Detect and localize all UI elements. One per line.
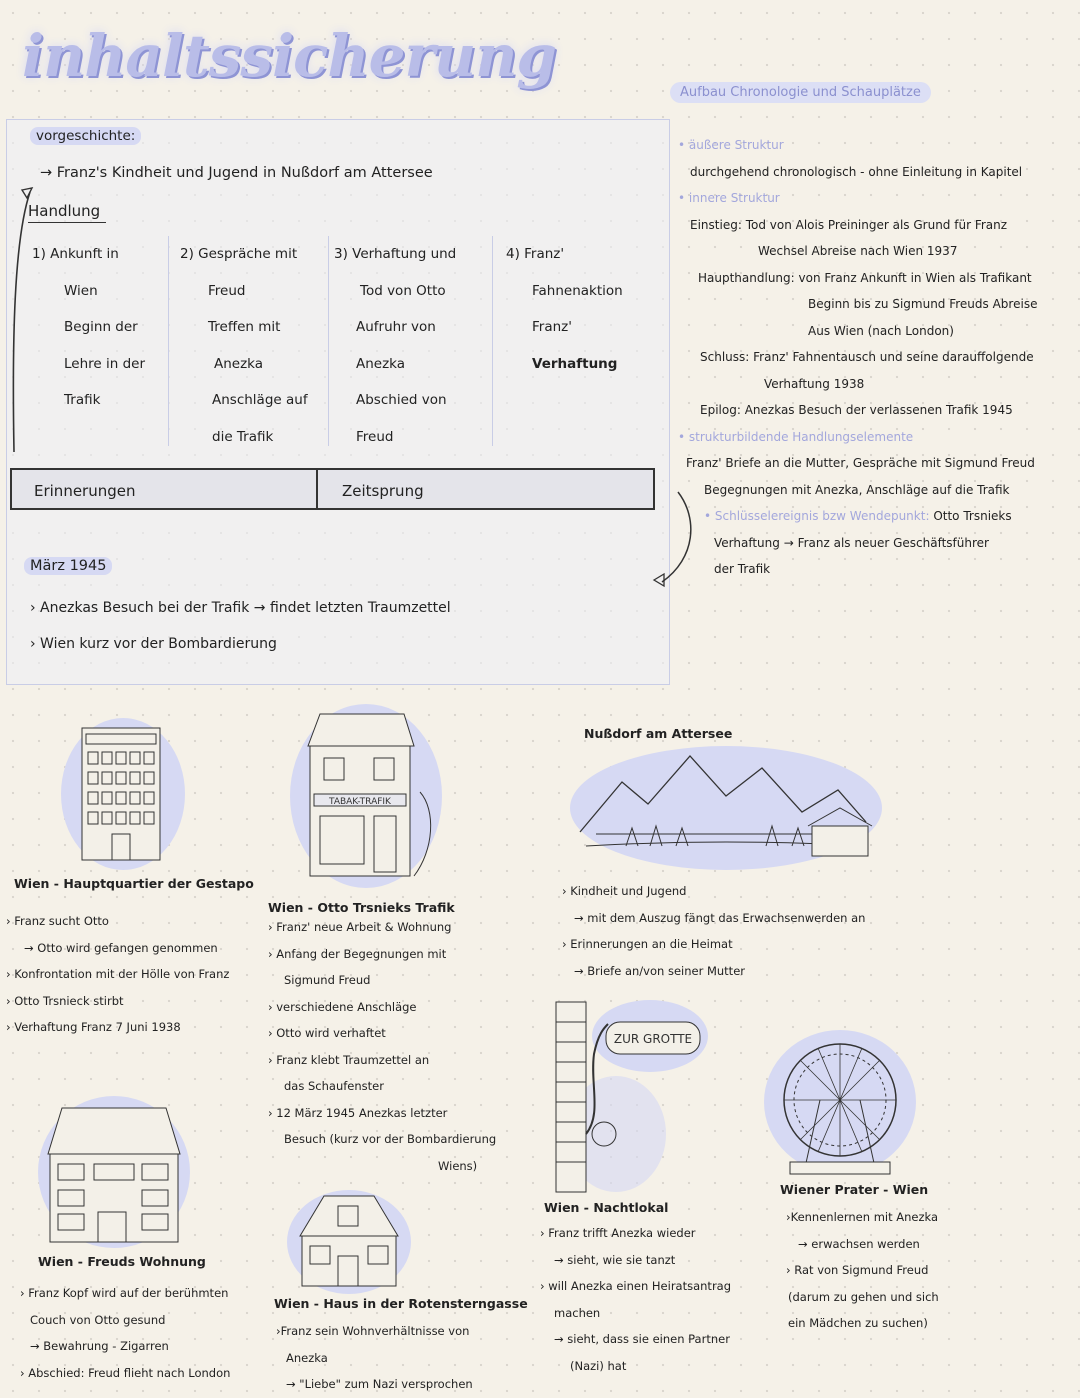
grotte-caption: Wien - Nachtlokal (544, 1200, 669, 1215)
prater-notes: ›Kennenlernen mit Anezka → erwachsen werden › Rat von Sigmund Freud (darum zu gehen und sich ein Mädchen zu suchen) (786, 1210, 939, 1330)
inner-structure-label: • innere Struktur (678, 191, 780, 205)
bar-zeitsprung: Zeitsprung (342, 482, 424, 500)
memory-bar (10, 468, 655, 510)
nussdorf-notes: › Kindheit und Jugend → mit dem Auszug fängt das Erwachsenwerden an › Erinnerungen an die Heimat → Briefe an/von seiner Mutter (562, 884, 866, 978)
rotensterngasse-notes: ›Franz sein Wohnverhältnisse von Anezka → "Liebe" zum Nazi versprochen (276, 1324, 473, 1391)
outer-structure-text: durchgehend chronologisch - ohne Einleitung in Kapitel (690, 164, 1023, 179)
trafik-notes: › Franz' neue Arbeit & Wohnung › Anfang der Begegnungen mit Sigmund Freud › verschiedene Anschläge › Otto wird verhaftet › Franz klebt Traumzettel an das Schaufenster › 12 März 1945 Anezkas letzter Besuch (kurz vor der Bombardierung Wiens) (268, 920, 497, 1173)
handlung-column-2: 2) Gespräche mit Freud Treffen mit Anezka Anschläge auf die Trafik (180, 246, 308, 445)
maerz-line-1: › Anezkas Besuch bei der Trafik → findet letzten Traumzettel (30, 600, 451, 616)
grotte-sketch (546, 994, 716, 1194)
hotel-notes: › Franz sucht Otto → Otto wird gefangen genommen › Konfrontation mit der Hölle von Franz › Otto Trsnieck stirbt › Verhaftung Franz 7 Juni 1938 (6, 914, 230, 1034)
section-tag: Aufbau Chronologie und Schauplätze (670, 82, 931, 103)
vorgeschichte-label: vorgeschichte: (30, 128, 141, 144)
maerz-label: März 1945 (24, 558, 112, 575)
structure-notes: • äußere Struktur durchgehend chronologisch - ohne Einleitung in Kapitel • innere Struktur Einstieg: Tod von Alois Preininger als Grund für Franz Wechsel Abreise nach Wien 1937 Haupthandlung: von Franz Ankunft in Wien als Trafikant Beginn bis zu Sigmund Freuds Abreise Aus Wien (nach London) Schluss: Franz' Fahnentausch und seine darauffolgende Verhaftung 1938 Epilog: Anezkas Besuch der verlassenen Trafik 1945 • strukturbildende Handlungselemente Franz' Briefe an die Mutter, Gespräche mit Sigmund Freud Begegnungen mit Anezka, Anschläge auf die Trafik • Schlüsselereignis bzw Wendepunkt: Otto Trsnieks Verhaftung → Franz als neuer Geschäftsführer der Trafik (678, 132, 1078, 583)
grotte-sign-text: ZUR GROTTE (613, 1032, 693, 1046)
hotel-caption: Wien - Hauptquartier der Gestapo (14, 876, 254, 891)
handlung-column-4: 4) Franz' Fahnenaktion Franz' Verhaftung (506, 246, 623, 372)
trafik-sign-text: TABAK-TRAFIK (329, 797, 391, 807)
nussdorf-caption: Nußdorf am Attersee (584, 726, 733, 741)
handlungselemente-label: • strukturbildende Handlungselemente (678, 429, 914, 444)
column-divider (492, 236, 493, 446)
freud-house-notes: › Franz Kopf wird auf der berühmten Couch von Otto gesund → Bewahrung - Zigarren › Abschied: Freud flieht nach London (20, 1286, 231, 1380)
handlung-label: Handlung (28, 202, 101, 220)
column-divider (168, 236, 169, 446)
hotel-metropol-sketch (58, 712, 188, 872)
handlung-underline (28, 222, 106, 223)
handlung-column-1: 1) Ankunft in Wien Beginn der Lehre in der Trafik (32, 246, 146, 408)
vorgeschichte-text: → Franz's Kindheit und Jugend in Nußdorf am Attersee (40, 165, 433, 181)
page-title: inhaltssicherung (22, 22, 556, 90)
handlung-column-3: 3) Verhaftung und Tod von Otto Aufruhr von Anezka Abschied von Freud (334, 246, 457, 445)
column-divider (328, 236, 329, 446)
prater-caption: Wiener Prater - Wien (780, 1182, 929, 1197)
nussdorf-sketch (566, 742, 890, 872)
prater-sketch (760, 1026, 920, 1178)
bracket-arrow (650, 488, 700, 598)
bar-erinnerungen: Erinnerungen (12, 470, 318, 508)
freud-house-caption: Wien - Freuds Wohnung (38, 1254, 206, 1269)
outer-structure-label: • äußere Struktur (678, 138, 784, 152)
freud-house-sketch (34, 1092, 194, 1252)
trafik-caption: Wien - Otto Trsnieks Trafik (268, 900, 455, 915)
grotte-notes: › Franz trifft Anezka wieder → sieht, wie sie tanzt › will Anezka einen Heiratsantrag machen → sieht, dass sie einen Partner (Nazi) hat (540, 1226, 732, 1373)
maerz-line-2: › Wien kurz vor der Bombardierung (30, 636, 277, 652)
trafik-sketch (286, 700, 446, 890)
rotensterngasse-caption: Wien - Haus in der Rotensterngasse (274, 1296, 528, 1311)
rotensterngasse-sketch (284, 1186, 414, 1296)
